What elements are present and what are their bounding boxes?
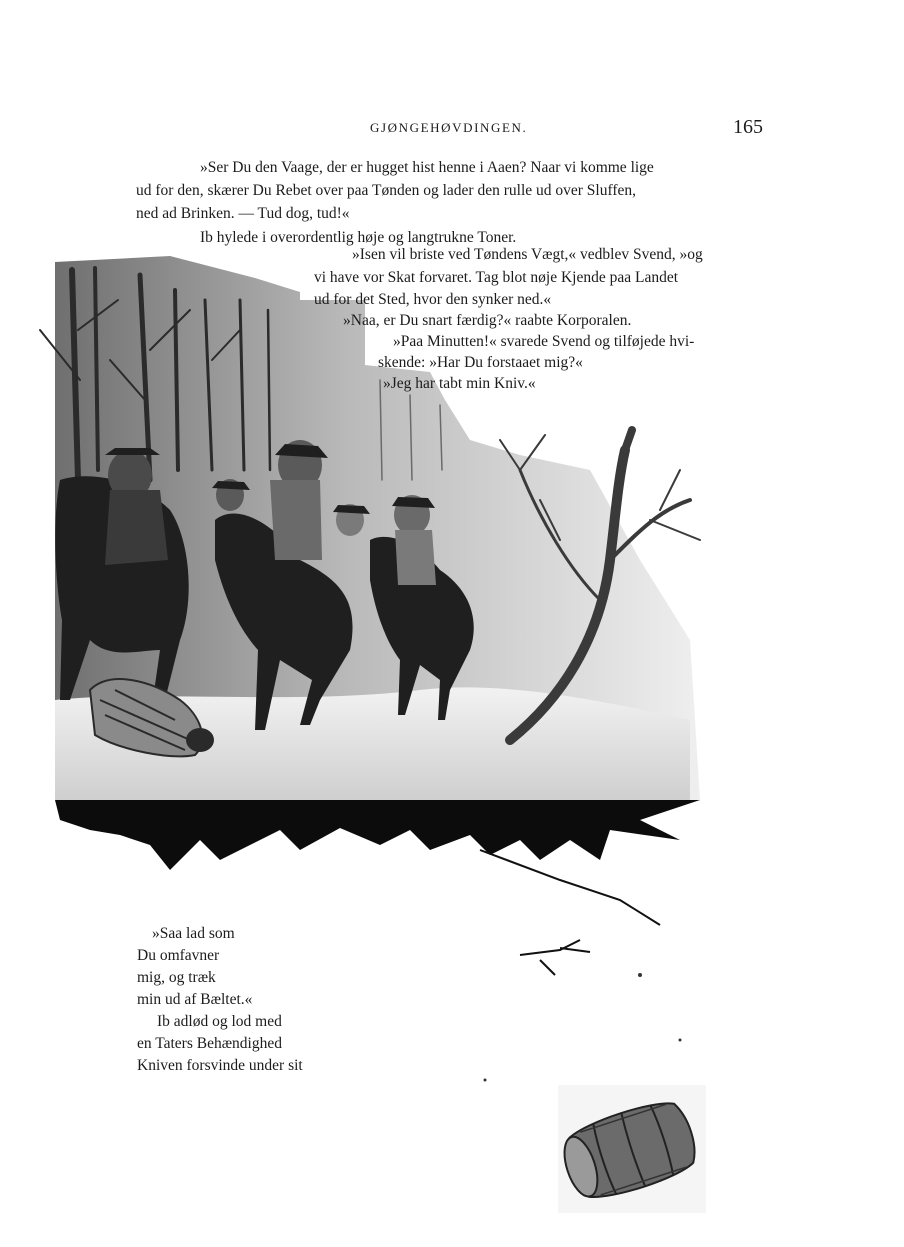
text-line: »Isen vil briste ved Tøndens Vægt,« vedblev Svend, »og <box>352 246 703 263</box>
torn-edge <box>55 800 700 870</box>
text-line: Ib adlød og lod med <box>157 1013 282 1030</box>
text-line: Ib hylede i overordentlig høje og langtrukne Toner. <box>200 229 517 246</box>
text-line: mig, og træk <box>137 969 216 986</box>
running-title: GJØNGEHØVDINGEN. <box>370 120 528 135</box>
text-line: Du omfavner <box>137 947 220 964</box>
text-line: vi have vor Skat forvaret. Tag blot nøje Kjende paa Landet <box>314 269 679 286</box>
text-line: »Jeg har tabt min Kniv.« <box>383 375 536 392</box>
text-line: skende: »Har Du forstaaet mig?« <box>378 354 583 371</box>
text-line: ud for det Sted, hvor den synker ned.« <box>314 291 552 308</box>
text-line: ud for den, skærer Du Rebet over paa Tønden og lader den rulle ud over Sluffen, <box>136 182 637 199</box>
text-line: en Taters Behændighed <box>137 1035 282 1052</box>
text-line: »Saa lad som <box>152 925 235 942</box>
text-line: »Naa, er Du snart færdig?« raabte Korporalen. <box>343 312 632 329</box>
text-line: »Ser Du den Vaage, der er hugget hist henne i Aaen? Naar vi komme lige <box>200 159 654 176</box>
text-line: Kniven forsvinde under sit <box>137 1057 303 1074</box>
text-line: min ud af Bæltet.« <box>137 991 253 1008</box>
text-line: ned ad Brinken. — Tud dog, tud!« <box>136 205 350 222</box>
barrel-illustration <box>558 1085 706 1213</box>
page-number: 165 <box>733 116 763 138</box>
text-line: »Paa Minutten!« svarede Svend og tilføjede hvi- <box>393 333 695 350</box>
